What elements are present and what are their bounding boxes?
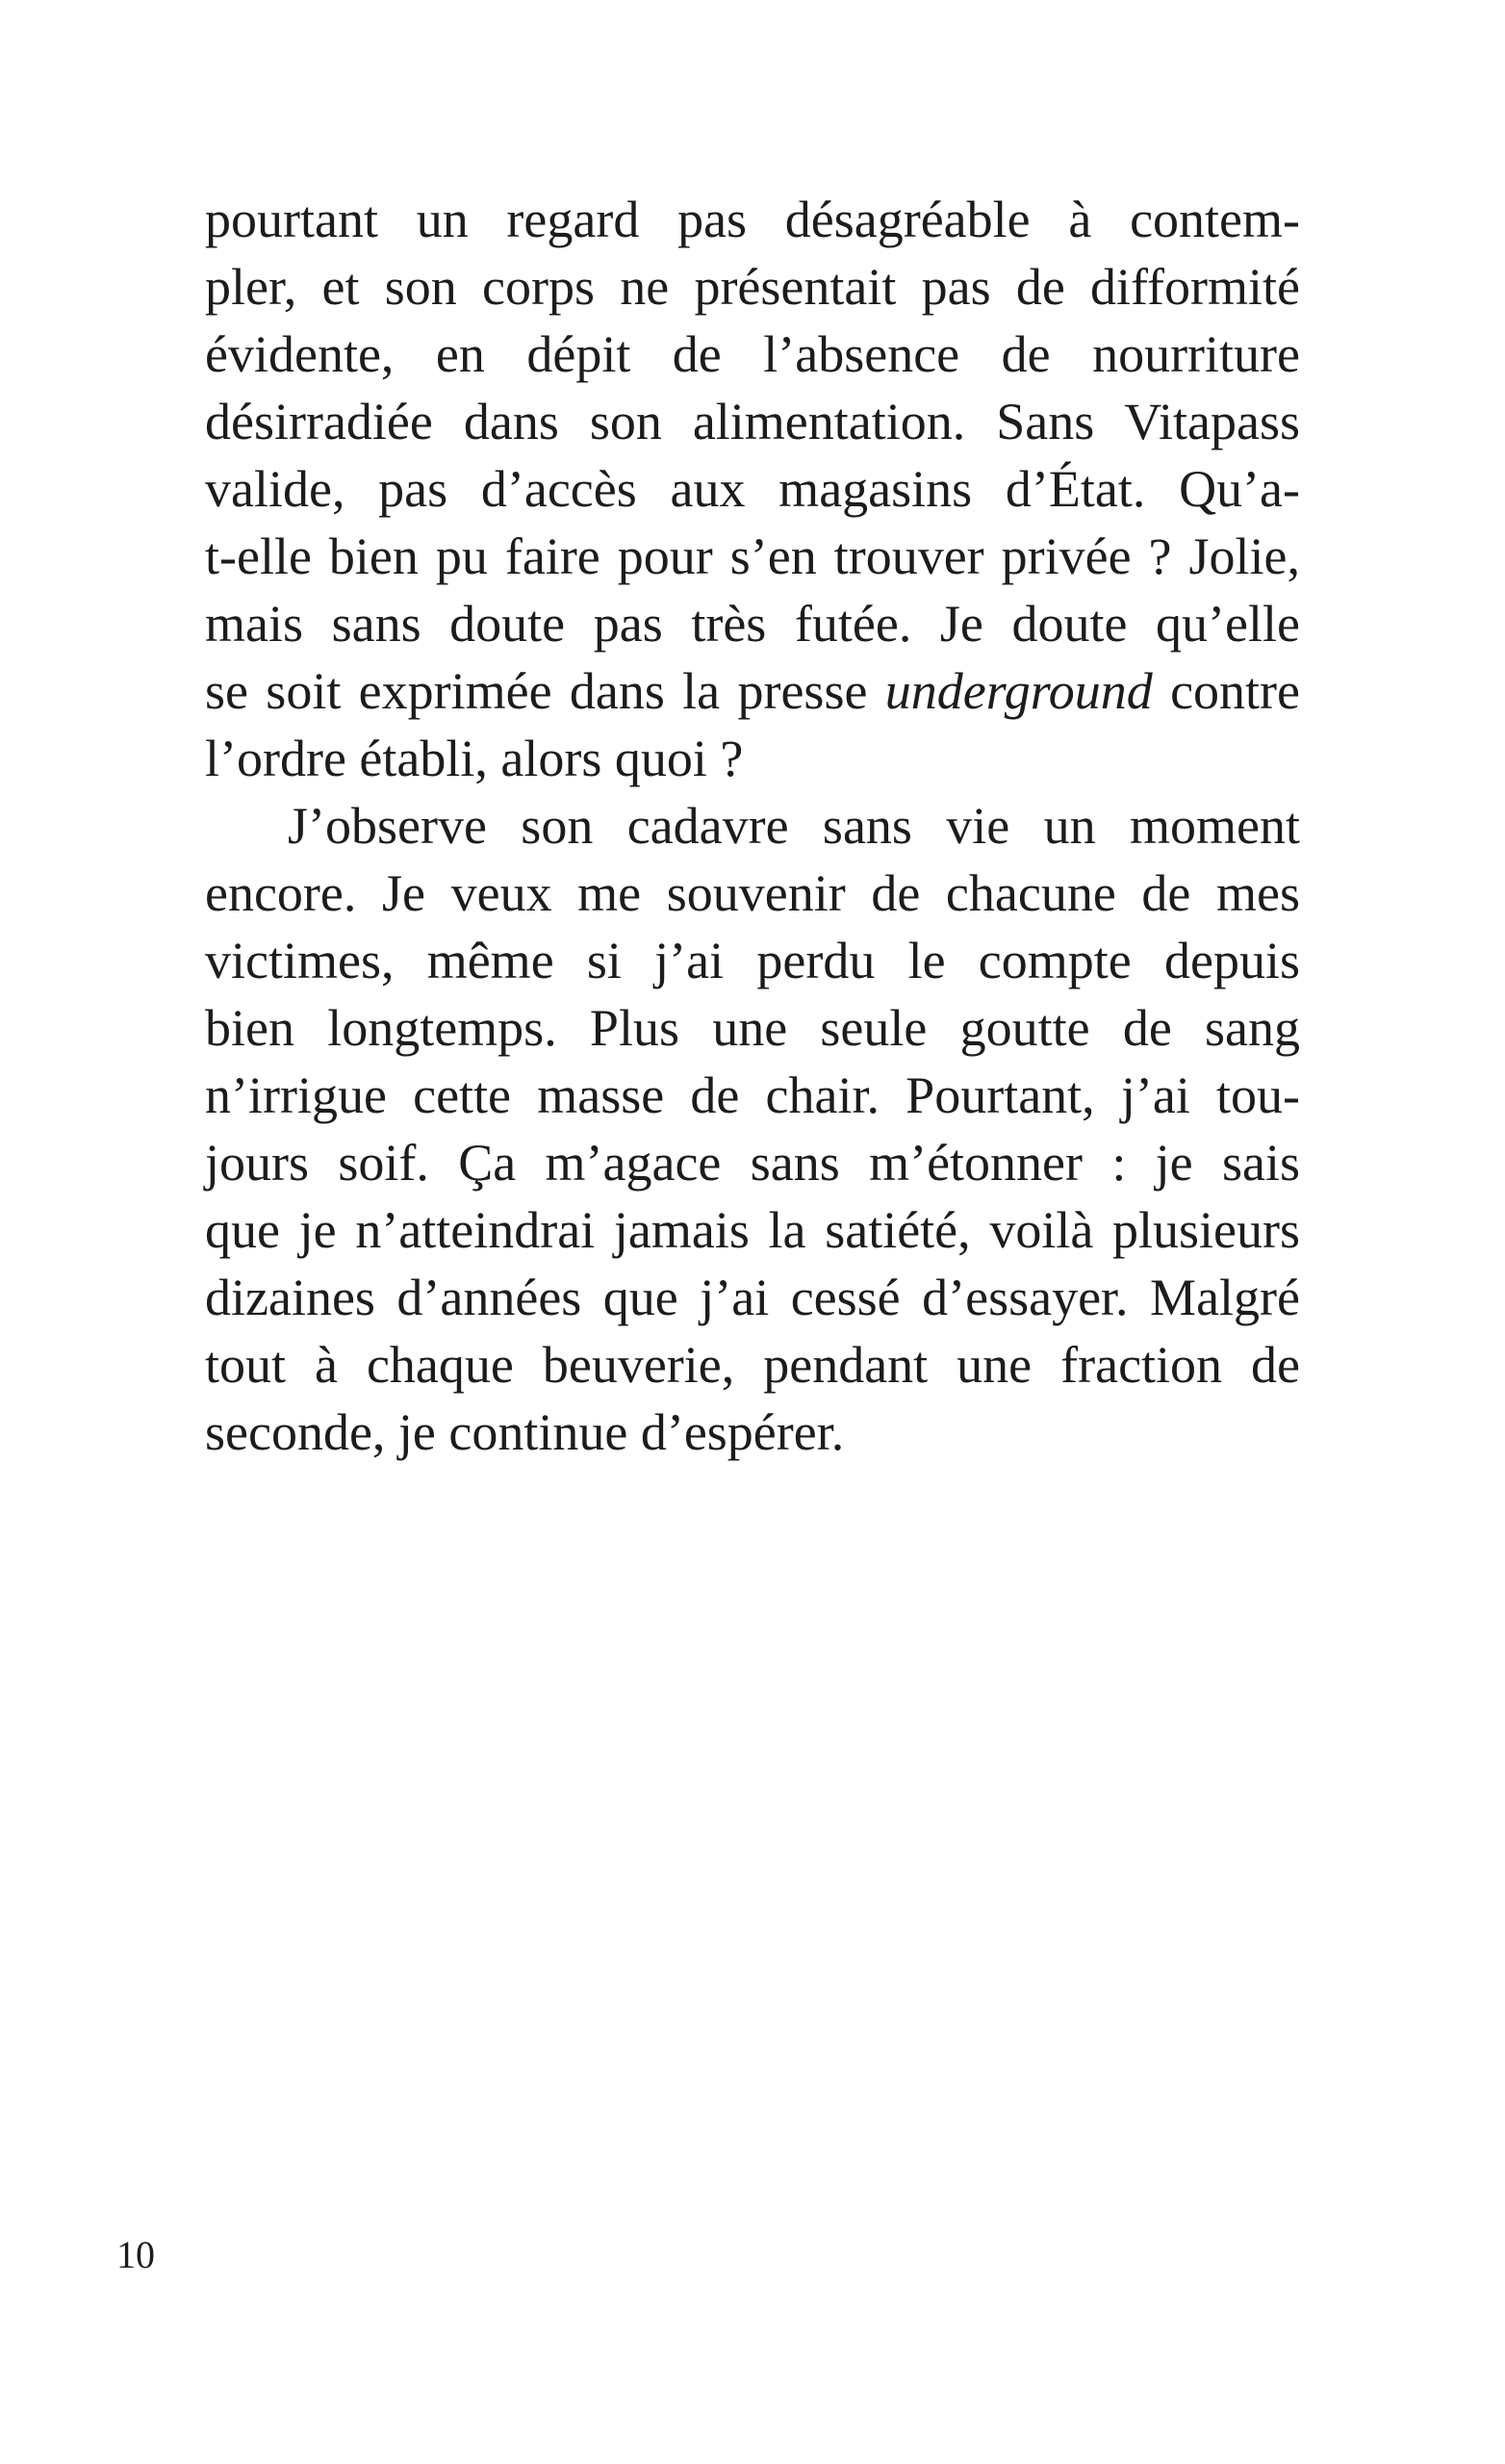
text-line: valide, pas d’accès aux magasins d’État. Qu’a- [205, 460, 1300, 518]
text-line: encore. Je veux me souvenir de chacune de mes [205, 864, 1300, 922]
text-line: pler, et son corps ne présentait pas de difformité [205, 258, 1300, 316]
body-text [205, 186, 1300, 1466]
paragraph-2 [205, 792, 1300, 1466]
text-segment: se soit exprimée dans la presse [205, 662, 885, 720]
text-line: mais sans doute pas très futée. Je doute qu’elle [205, 595, 1300, 653]
text-line: l’ordre établi, alors quoi ? [205, 730, 744, 787]
text-line: désirradiée dans son alimentation. Sans Vitapass [205, 393, 1300, 450]
text-line: jours soif. Ça m’agace sans m’étonner : je sais [205, 1134, 1300, 1192]
text-line: bien longtemps. Plus une seule goutte de sang [205, 999, 1300, 1057]
text-segment: contre [1152, 662, 1301, 720]
paragraph-1 [205, 186, 1300, 792]
text-line: que je n’atteindrai jamais la satiété, voilà plusieurs [205, 1201, 1300, 1259]
text-line: dizaines d’années que j’ai cessé d’essayer. Malgré [205, 1269, 1300, 1326]
text-line-with-italic [205, 657, 1300, 725]
text-line: seconde, je continue d’espérer. [205, 1403, 845, 1461]
text-line: évidente, en dépit de l’absence de nourriture [205, 325, 1300, 383]
text-line: victimes, même si j’ai perdu le compte depuis [205, 932, 1300, 989]
italic-word: underground [884, 662, 1153, 720]
text-line: tout à chaque beuverie, pendant une fraction de [205, 1336, 1300, 1394]
page-number: 10 [116, 2233, 155, 2276]
text-line: pourtant un regard pas désagréable à contem- [205, 191, 1300, 248]
text-line: t-elle bien pu faire pour s’en trouver privée ? Jolie, [205, 527, 1300, 585]
text-line: n’irrigue cette masse de chair. Pourtant, j’ai tou- [205, 1066, 1300, 1124]
text-line: J’observe son cadavre sans vie un moment [288, 797, 1300, 855]
